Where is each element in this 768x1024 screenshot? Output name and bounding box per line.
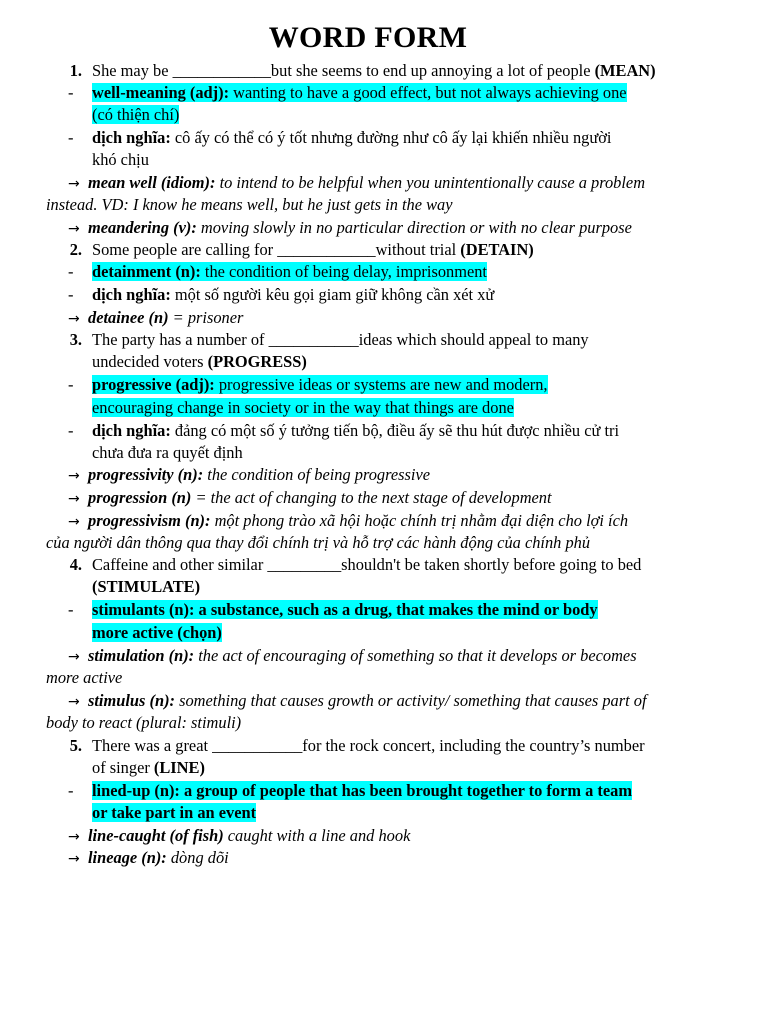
- translation-text: cô ấy có thể có ý tốt nhưng đường như cô ấy lại khiến nhiều người: [170, 128, 612, 147]
- translation-label: dịch nghĩa:: [92, 128, 171, 147]
- arrow-icon: →: [68, 649, 80, 665]
- bullet-dash: -: [68, 128, 74, 147]
- root-word: (PROGRESS): [207, 352, 307, 371]
- related-word: stimulus (n):: [88, 691, 175, 710]
- arrow-icon: →: [68, 514, 80, 530]
- root-word: (LINE): [153, 758, 205, 777]
- arrow-icon: →: [68, 694, 80, 710]
- related-word: mean well (idiom):: [88, 173, 216, 192]
- question-text: but she seems to end up annoying a lot of people: [270, 61, 595, 80]
- related-word: progressivism (n):: [88, 511, 211, 530]
- answer-blank: ____________: [172, 61, 271, 80]
- related-definition: the act of encouraging of something so that it develops or becomes: [194, 646, 637, 665]
- definition-text: progressive ideas or systems are new and modern,: [214, 375, 548, 394]
- related-definition: dòng dõi: [166, 848, 229, 867]
- translation-text: chưa đưa ra quyết định: [92, 443, 243, 462]
- bullet-dash: -: [68, 83, 74, 102]
- definition-word: detainment (n):: [92, 262, 201, 281]
- related-definition: the condition of being progressive: [203, 465, 431, 484]
- related-definition: body to react (plural: stimuli): [46, 713, 242, 732]
- answer-blank: _________: [267, 555, 342, 574]
- translation-text: đảng có một số ý tưởng tiến bộ, điều ấy sẽ thu hút được nhiều cử tri: [170, 421, 620, 440]
- related-word: stimulation (n):: [88, 646, 195, 665]
- related-definition: instead. VD: I know he means well, but he just gets in the way: [46, 195, 453, 214]
- definition-word: well-meaning (adj):: [92, 83, 230, 102]
- bullet-dash: -: [68, 600, 74, 619]
- question-text: for the rock concert, including the country’s number: [302, 736, 645, 755]
- translation-label: dịch nghĩa:: [92, 421, 171, 440]
- question-text: shouldn't be taken shortly before going to bed: [341, 555, 642, 574]
- arrow-icon: →: [68, 829, 80, 845]
- question-text: without trial: [375, 240, 461, 259]
- question-number: 2.: [69, 240, 82, 259]
- related-word: progressivity (n):: [88, 465, 204, 484]
- related-word: meandering (v):: [88, 218, 197, 237]
- document-title: WORD FORM: [268, 21, 468, 54]
- related-definition: = prisoner: [168, 308, 244, 327]
- bullet-dash: -: [68, 285, 74, 304]
- question-text: There was a great: [92, 736, 213, 755]
- question-number: 4.: [69, 555, 82, 574]
- arrow-icon: →: [68, 491, 80, 507]
- question-number: 3.: [69, 330, 82, 349]
- question-text: She may be: [92, 61, 173, 80]
- definition-text: more active (chọn): [92, 623, 222, 642]
- related-definition: more active: [46, 668, 123, 687]
- related-word: lineage (n):: [88, 848, 167, 867]
- answer-blank: ____________: [277, 240, 376, 259]
- question-text: undecided voters: [92, 352, 208, 371]
- definition-text: stimulants (n): a substance, such as a drug, that makes the mind or body: [92, 600, 598, 619]
- question-text: Caffeine and other similar: [92, 555, 268, 574]
- question-number: 5.: [69, 736, 82, 755]
- root-word: (MEAN): [594, 61, 656, 80]
- question-number: 1.: [69, 61, 82, 80]
- related-word: detainee (n): [88, 308, 169, 327]
- bullet-dash: -: [68, 262, 74, 281]
- question-text: ideas which should appeal to many: [358, 330, 589, 349]
- arrow-icon: →: [68, 468, 80, 484]
- answer-blank: ___________: [212, 736, 303, 755]
- definition-text: wanting to have a good effect, but not always achieving one: [229, 83, 627, 102]
- bullet-dash: -: [68, 781, 74, 800]
- related-definition: của người dân thông qua thay đổi chính trị và hỗ trợ các hành động của chính phủ: [46, 533, 591, 552]
- question-text: Some people are calling for: [92, 240, 278, 259]
- translation-label: dịch nghĩa:: [92, 285, 171, 304]
- arrow-icon: →: [68, 176, 80, 192]
- related-definition: to intend to be helpful when you unintentionally cause a problem: [215, 173, 646, 192]
- related-word: line-caught (of fish): [88, 826, 224, 845]
- related-definition: moving slowly in no particular direction or with no clear purpose: [196, 218, 632, 237]
- arrow-icon: →: [68, 851, 80, 867]
- question-text: of singer: [92, 758, 154, 777]
- related-definition: một phong trào xã hội hoặc chính trị nhằm đại diện cho lợi ích: [210, 511, 629, 530]
- bullet-dash: -: [68, 375, 74, 394]
- definition-text: or take part in an event: [92, 803, 257, 822]
- translation-text: một số người kêu gọi giam giữ không cần xét xử: [170, 285, 495, 304]
- answer-blank: ___________: [268, 330, 359, 349]
- related-definition: = the act of changing to the next stage of development: [191, 488, 552, 507]
- definition-text: (có thiện chí): [92, 105, 180, 124]
- translation-text: khó chịu: [92, 150, 149, 169]
- definition-text: encouraging change in society or in the way that things are done: [92, 398, 514, 417]
- bullet-dash: -: [68, 421, 74, 440]
- question-text: The party has a number of: [92, 330, 269, 349]
- definition-text: the condition of being delay, imprisonment: [200, 262, 487, 281]
- root-word: (DETAIN): [460, 240, 534, 259]
- arrow-icon: →: [68, 311, 80, 327]
- related-definition: caught with a line and hook: [223, 826, 411, 845]
- definition-word: progressive (adj):: [92, 375, 215, 394]
- related-word: progression (n): [88, 488, 192, 507]
- root-word: (STIMULATE): [92, 577, 201, 596]
- arrow-icon: →: [68, 221, 80, 237]
- definition-text: lined-up (n): a group of people that has been brought together to form a team: [92, 781, 632, 800]
- related-definition: something that causes growth or activity/ something that causes part of: [175, 691, 647, 710]
